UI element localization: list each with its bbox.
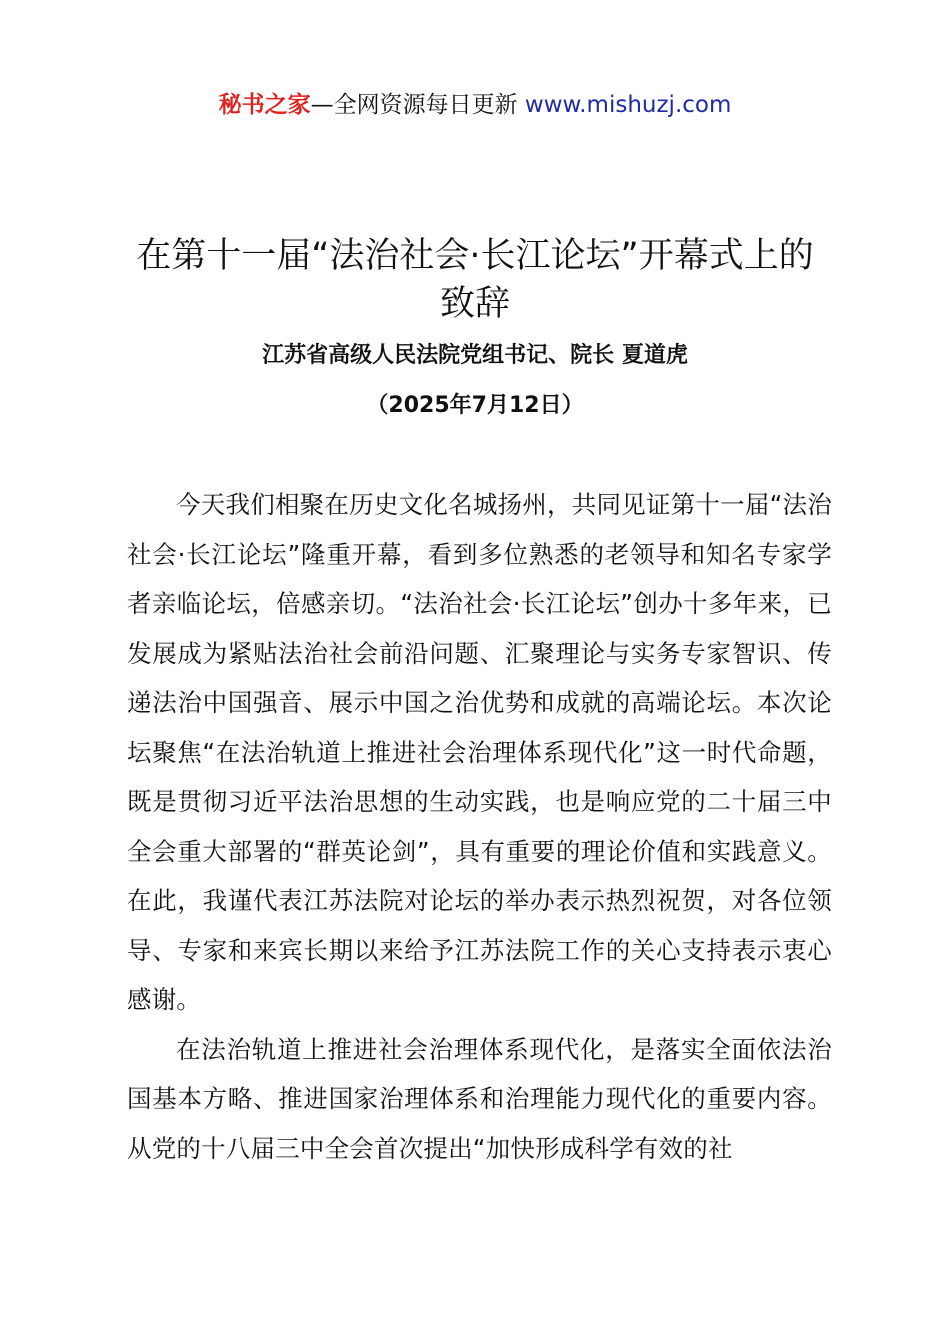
body-paragraph-2: 在法治轨道上推进社会治理体系现代化，是落实全面依法治国基本方略、推进国家治理体系和治理能力现代化的重要内容。从党的十八届三中全会首次提出“加快形成科学有效的社 [127,1034,832,1163]
document-body [127,480,832,1173]
site-brand: 秘书之家 [218,92,311,118]
site-url-link[interactable]: www.mishuzj.com [524,92,732,118]
site-header [0,86,950,124]
site-tagline: —全网资源每日更新 [310,92,525,118]
document-author: 江苏省高级人民法院党组书记、院长 夏道虎 [262,343,688,368]
document-date: （2025年7月12日） [366,393,584,418]
document-title: 在第十一届“法治社会·长江论坛”开幕式上的致辞 [136,236,814,324]
body-paragraph-1: 今天我们相聚在历史文化名城扬州，共同见证第十一届“法治社会·长江论坛”隆重开幕，看到多位熟悉的老领导和知名专家学者亲临论坛，倍感亲切。“法治社会·长江论坛”创办十多年来，已发展成为紧贴法治社会前沿问题、汇聚理论与实务专家智识、传递法治中国强音、展示中国之治优势和成就的高端论坛。本次论坛聚焦“在法治轨道上推进社会治理体系现代化”这一时代命题，既是贯彻习近平法治思想的生动实践，也是响应党的二十届三中全会重大部署的“群英论剑”，具有重要的理论价值和实践意义。在此，我谨代表江苏法院对论坛的举办表示热烈祝贺，对各位领导、专家和来宾长期以来给予江苏法院工作的关心支持表示衷心感谢。 [127,490,832,1014]
